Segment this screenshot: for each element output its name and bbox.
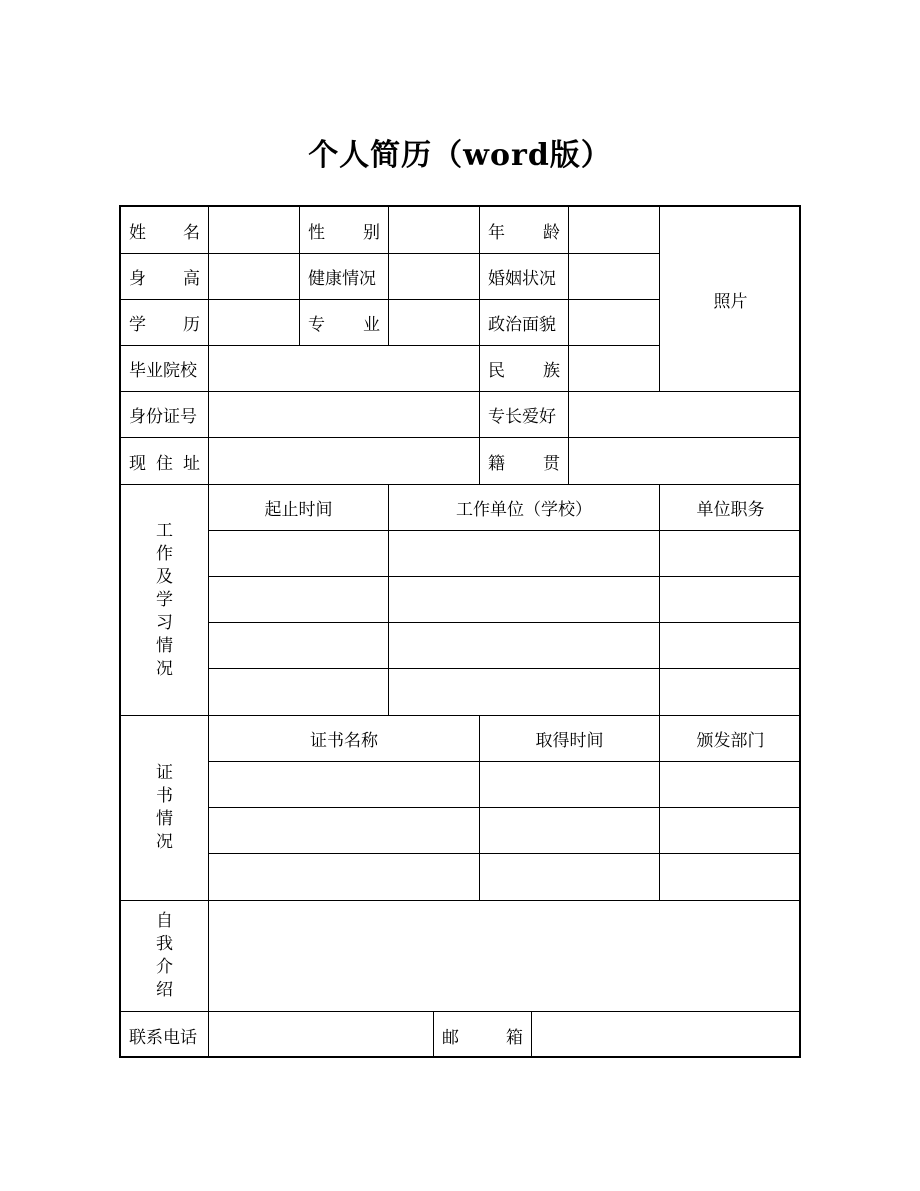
field-age[interactable]: [569, 207, 660, 254]
work-header-period: 起止时间: [209, 485, 389, 531]
cert-row-1-name[interactable]: [209, 762, 480, 808]
label-political: 政治面貌: [480, 300, 569, 346]
field-health[interactable]: [389, 254, 480, 300]
cert-header-date: 取得时间: [480, 716, 660, 762]
label-age: 年 龄: [480, 207, 569, 254]
page-title: 个人简历（word版）: [308, 138, 612, 173]
cert-row-2-issuer[interactable]: [660, 808, 801, 854]
work-row-3-period[interactable]: [209, 623, 389, 669]
label-health: 健康情况: [300, 254, 389, 300]
work-row-1-employer[interactable]: [389, 531, 660, 577]
label-height: 身 高: [121, 254, 209, 300]
label-phone: 联系电话: [121, 1012, 209, 1058]
work-row-4-employer[interactable]: [389, 669, 660, 716]
resume-form: [119, 205, 801, 1058]
field-id-number[interactable]: [209, 392, 480, 438]
work-row-1-position[interactable]: [660, 531, 801, 577]
label-marital: 婚姻状况: [480, 254, 569, 300]
label-email: 邮 箱: [434, 1012, 532, 1058]
photo-box[interactable]: 照片: [660, 207, 801, 392]
work-row-2-period[interactable]: [209, 577, 389, 623]
work-row-1-period[interactable]: [209, 531, 389, 577]
cert-row-3-issuer[interactable]: [660, 854, 801, 901]
field-self-intro[interactable]: [209, 901, 801, 1012]
label-major: 专 业: [300, 300, 389, 346]
work-row-4-position[interactable]: [660, 669, 801, 716]
work-header-position: 单位职务: [660, 485, 801, 531]
label-id-number: 身份证号: [121, 392, 209, 438]
field-gender[interactable]: [389, 207, 480, 254]
cert-row-3-name[interactable]: [209, 854, 480, 901]
field-political[interactable]: [569, 300, 660, 346]
label-work-study: 工作及学习情况: [121, 485, 209, 716]
field-hometown[interactable]: [569, 438, 801, 485]
cert-row-2-name[interactable]: [209, 808, 480, 854]
field-education[interactable]: [209, 300, 300, 346]
work-row-3-position[interactable]: [660, 623, 801, 669]
field-school[interactable]: [209, 346, 480, 392]
field-address[interactable]: [209, 438, 480, 485]
label-address: 现 住 址: [121, 438, 209, 485]
field-name[interactable]: [209, 207, 300, 254]
work-row-3-employer[interactable]: [389, 623, 660, 669]
label-school: 毕业院校: [121, 346, 209, 392]
cert-row-1-date[interactable]: [480, 762, 660, 808]
label-certificates: 证书情况: [121, 716, 209, 901]
field-email[interactable]: [532, 1012, 801, 1058]
work-row-4-period[interactable]: [209, 669, 389, 716]
field-ethnicity[interactable]: [569, 346, 660, 392]
cert-row-1-issuer[interactable]: [660, 762, 801, 808]
work-row-2-employer[interactable]: [389, 577, 660, 623]
work-header-employer: 工作单位（学校）: [389, 485, 660, 531]
label-ethnicity: 民 族: [480, 346, 569, 392]
label-gender: 性 别: [300, 207, 389, 254]
cert-header-name: 证书名称: [209, 716, 480, 762]
field-phone[interactable]: [209, 1012, 434, 1058]
work-row-2-position[interactable]: [660, 577, 801, 623]
label-education: 学 历: [121, 300, 209, 346]
cert-row-2-date[interactable]: [480, 808, 660, 854]
field-height[interactable]: [209, 254, 300, 300]
field-specialty[interactable]: [569, 392, 801, 438]
field-marital[interactable]: [569, 254, 660, 300]
label-name: 姓 名: [121, 207, 209, 254]
field-major[interactable]: [389, 300, 480, 346]
cert-row-3-date[interactable]: [480, 854, 660, 901]
label-specialty: 专长爱好: [480, 392, 569, 438]
label-self-intro: 自我介绍: [121, 901, 209, 1012]
label-hometown: 籍 贯: [480, 438, 569, 485]
cert-header-issuer: 颁发部门: [660, 716, 801, 762]
